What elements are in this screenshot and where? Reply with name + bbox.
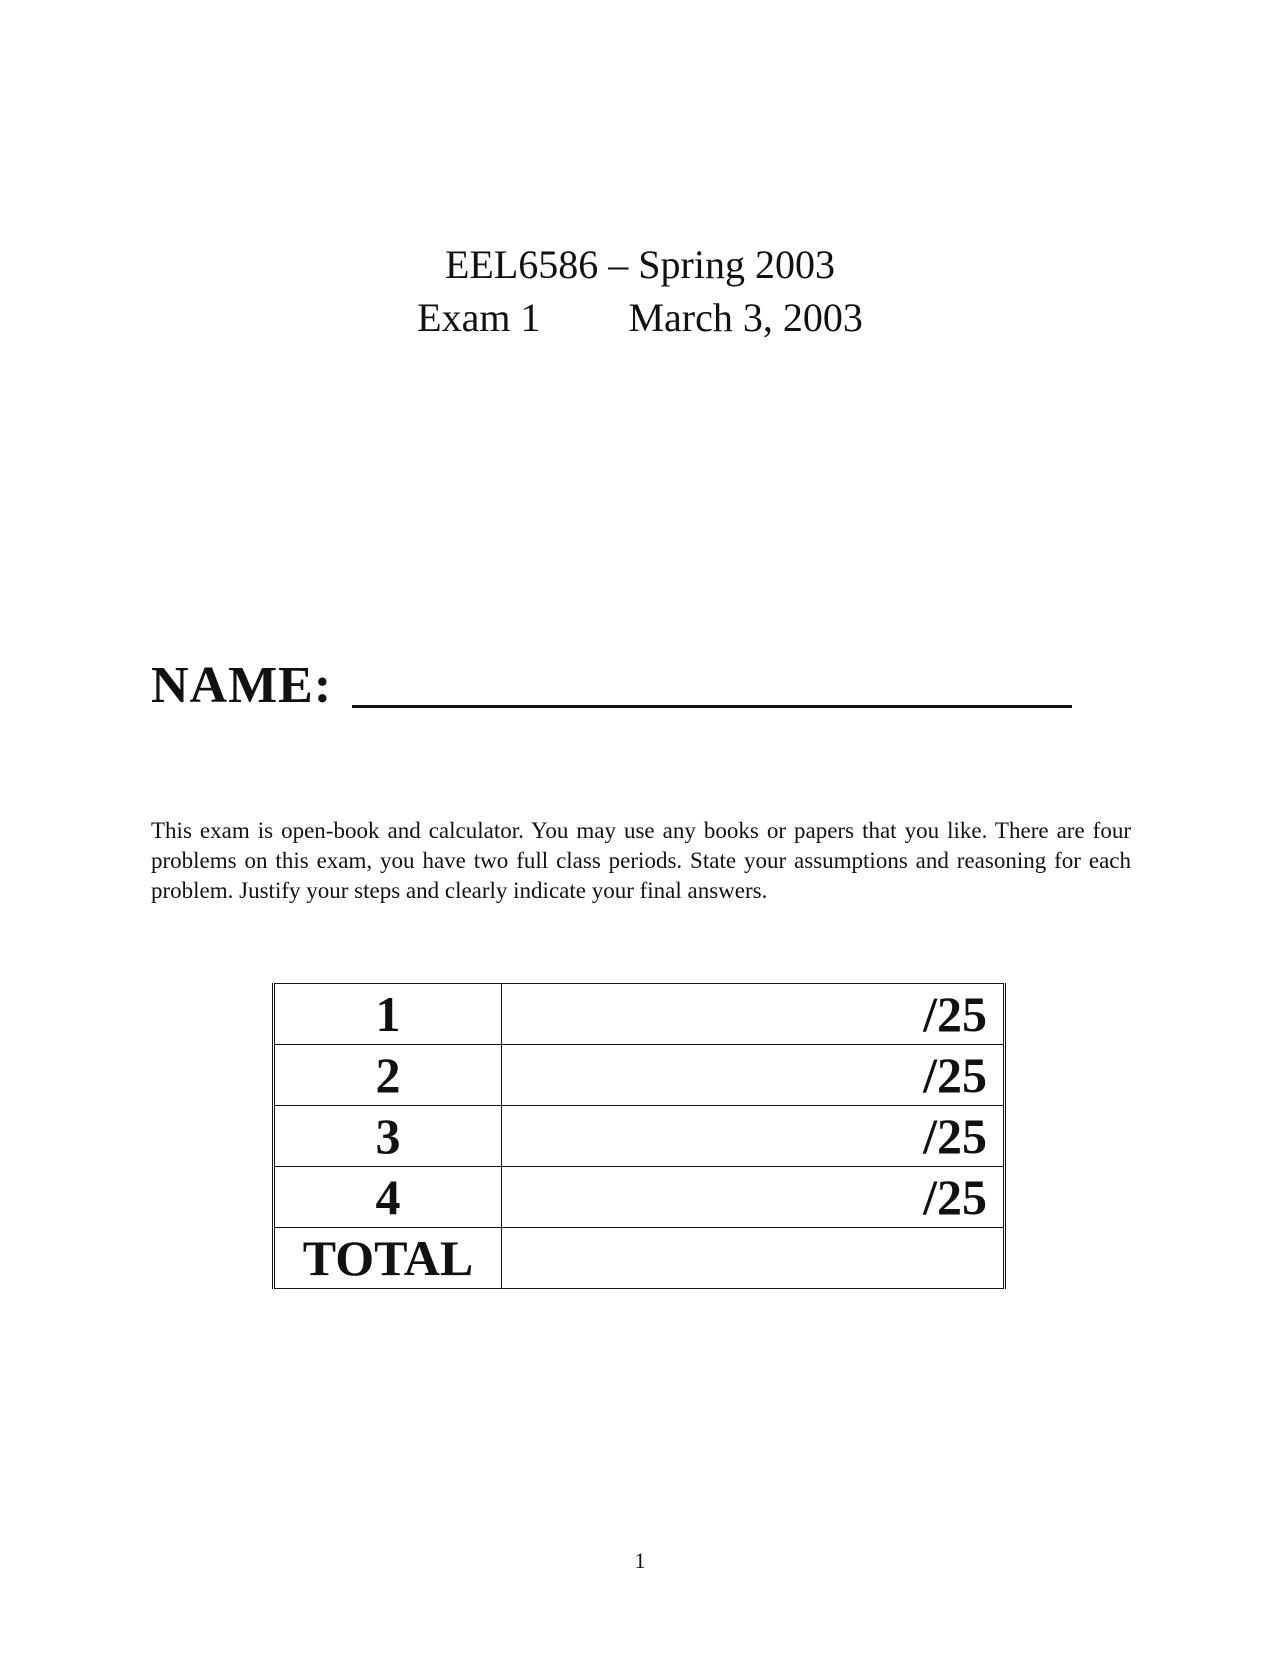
table-row: [274, 1106, 1005, 1167]
problem-score: /25: [502, 984, 1005, 1045]
exam-instructions: This exam is open-book and calculator. You may use any books or papers that you like. There are four problems on this exam, you have two full class periods. State your assumptions and reasoning for each problem. Justify your steps and clearly indicate your final answers.: [151, 818, 1131, 903]
problem-score: /25: [502, 1106, 1005, 1167]
table-row: [274, 1045, 1005, 1106]
problem-label: 2: [274, 1045, 502, 1106]
table-row: [274, 984, 1005, 1045]
problem-score: /25: [502, 1045, 1005, 1106]
exam-label: Exam 1: [417, 295, 541, 340]
exam-header: [0, 238, 1280, 344]
problem-label: 1: [274, 984, 502, 1045]
problem-label: 4: [274, 1167, 502, 1228]
table-row: [274, 1228, 1005, 1289]
problem-score: /25: [502, 1167, 1005, 1228]
exam-info-line: [0, 291, 1280, 344]
problem-label: 3: [274, 1106, 502, 1167]
name-input-line[interactable]: [352, 665, 1072, 708]
name-field: [151, 656, 1072, 716]
total-score: [502, 1228, 1005, 1289]
exam-date: March 3, 2003: [628, 295, 863, 340]
score-table: [272, 983, 1006, 1289]
course-title: EEL6586 – Spring 2003: [445, 242, 835, 287]
total-label: TOTAL: [274, 1228, 502, 1289]
table-row: [274, 1167, 1005, 1228]
page-number: 1: [634, 1548, 646, 1573]
name-label: NAME:: [151, 657, 333, 714]
